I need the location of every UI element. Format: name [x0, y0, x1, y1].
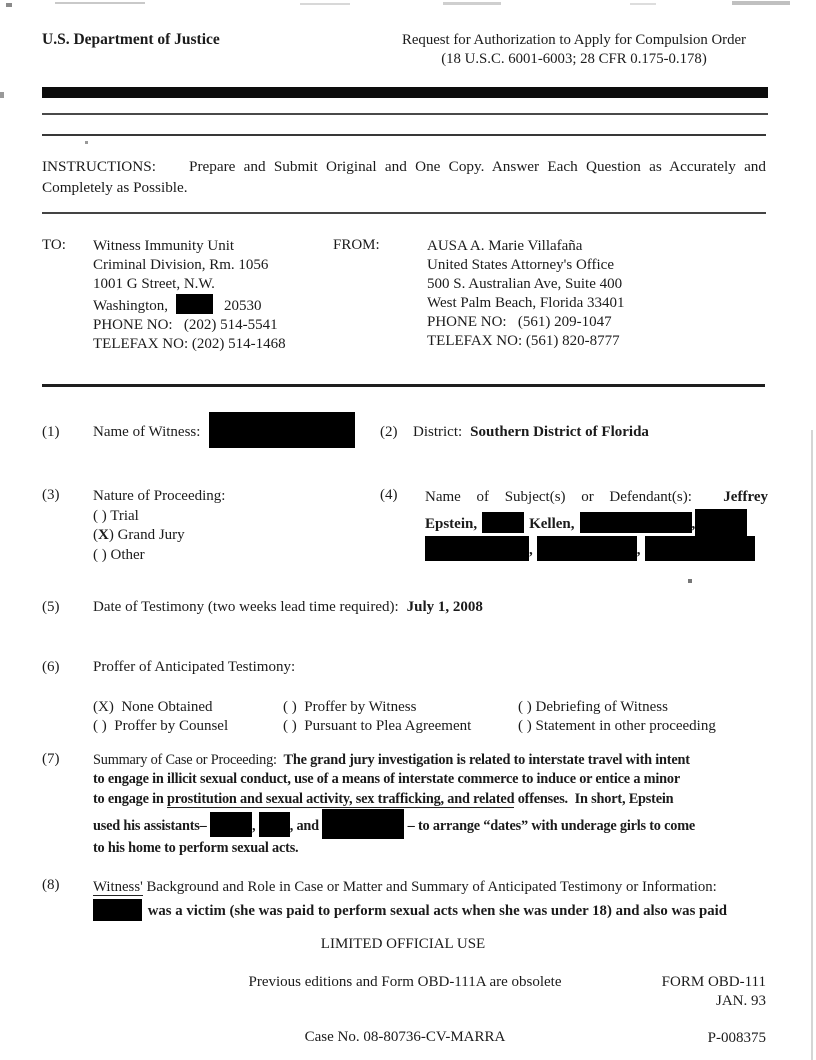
item-3-option-trial: ( ) Trial: [93, 507, 139, 524]
form-date: JAN. 93: [715, 992, 766, 1009]
summary-text: to engage in illicit sexual conduct, use of a means of interstate commerce to induce or entice a minor: [93, 771, 680, 788]
summary-text: , and: [289, 817, 323, 834]
scan-artifact: [300, 3, 350, 5]
to-address-line: 1001 G Street, N.W.: [93, 276, 215, 292]
item-7-line4: [93, 809, 695, 839]
summary-text: used his assistants–: [93, 817, 210, 834]
redaction-box-defendant: [645, 536, 755, 561]
scan-artifact: [688, 579, 692, 583]
item-4-line3: [425, 536, 768, 562]
item-3-option-grand-jury: [93, 526, 225, 546]
item-7-block: [93, 751, 695, 858]
item-8-label-underlined: Witness': [93, 879, 143, 895]
redaction-box-assistant: [210, 812, 252, 837]
item-6-option: (X) None Obtained: [93, 699, 213, 715]
checked-x: X: [98, 527, 109, 543]
summary-text-underlined: prostitution and sexual activity, sex trafficking, and related: [167, 790, 515, 807]
from-address-line: 500 S. Australian Ave, Suite 400: [427, 276, 623, 292]
item-8-line1: [93, 877, 727, 899]
from-address: [427, 237, 625, 351]
to-label: TO:: [42, 237, 66, 253]
scan-artifact: [85, 141, 88, 144]
summary-text: to his home to perform sexual acts.: [93, 839, 299, 856]
redaction-box-defendant: [537, 536, 637, 561]
item-8-label: Background and Role in Case or Matter and Summary of Anticipated Testimony or Information:: [142, 879, 717, 895]
to-zip: 20530: [224, 298, 262, 314]
from-fax: TELEFAX NO: (561) 820-8777: [427, 333, 620, 349]
from-address-line: United States Attorney's Office: [427, 257, 614, 273]
item-6-option: ( ) Debriefing of Witness: [518, 699, 668, 715]
item-6-number: (6): [42, 659, 60, 675]
from-phone: PHONE NO: (561) 209-1047: [427, 314, 612, 330]
item-1-label: Name of Witness:: [93, 424, 201, 440]
obsolete-note: Previous editions and Form OBD-111A are obsolete: [248, 974, 562, 990]
item-7-line2: [93, 770, 695, 789]
item-4-line1: [425, 487, 768, 509]
item-7-number: (7): [42, 751, 60, 767]
item-8-block: [93, 877, 727, 922]
item-3-number: (3): [42, 487, 60, 503]
scan-artifact: [443, 2, 501, 5]
item-7-line3: [93, 790, 695, 809]
to-address: [93, 237, 286, 354]
scan-artifact: [55, 2, 145, 4]
comma: ,: [529, 541, 533, 558]
to-fax: TELEFAX NO: (202) 514-1468: [93, 336, 286, 352]
paren: (: [93, 527, 98, 543]
summary-text: The grand jury investigation is related to interstate travel with intent: [283, 752, 690, 768]
form-number: FORM OBD-111: [661, 974, 766, 990]
classification-banner: LIMITED OFFICIAL USE: [320, 936, 486, 952]
comma: ,: [691, 515, 696, 532]
summary-text: offenses. In short, Epstein: [514, 790, 674, 807]
item-2-value: Southern District of Florida: [470, 424, 649, 440]
item-3-option-other: ( ) Other: [93, 546, 145, 563]
header-rule-2: [42, 134, 766, 136]
item-8-line2: [93, 899, 727, 923]
item-7-line1: [93, 751, 695, 770]
redaction-box-defendant: [482, 512, 524, 533]
to-phone: PHONE NO: (202) 514-5541: [93, 317, 278, 333]
header-divider-bar: [42, 87, 768, 98]
redaction-box-defendant: [695, 509, 747, 536]
scan-artifact: [732, 1, 790, 5]
item-4-line2: [425, 509, 768, 536]
section-rule-2: [42, 384, 765, 387]
item-1-number: (1): [42, 424, 60, 440]
form-title-line1: Request for Authorization to Apply for Compulsion Order: [402, 32, 746, 48]
item-5-value: July 1, 2008: [406, 599, 483, 615]
scan-artifact: [0, 92, 4, 98]
form-number-block: [600, 973, 766, 1010]
defendant-name: Jeffrey: [723, 489, 768, 505]
to-address-line: Criminal Division, Rm. 1056: [93, 257, 269, 273]
scan-artifact: [6, 3, 12, 7]
bates-number: P-008375: [707, 1030, 766, 1046]
item-6-option: ( ) Proffer by Counsel: [93, 718, 229, 734]
instructions-line2: Completely as Possible.: [42, 179, 188, 196]
item-4-number: (4): [380, 487, 398, 503]
redaction-box-witness: [93, 899, 142, 921]
item-2-number: (2): [380, 424, 398, 440]
item-6-option: ( ) Proffer by Witness: [283, 699, 417, 715]
form-title-block: [380, 31, 768, 69]
instructions: [42, 156, 766, 198]
defendant-name: Epstein,: [425, 515, 478, 532]
redaction-box-witness-name: [209, 412, 355, 448]
agency-title: U.S. Department of Justice: [42, 31, 220, 48]
option-text: ) Grand Jury: [108, 527, 185, 543]
redaction-box-defendant: [425, 536, 529, 561]
item-4-block: [425, 487, 768, 561]
item-8-number: (8): [42, 877, 60, 893]
from-address-line: AUSA A. Marie Villafaña: [427, 238, 583, 254]
defendant-name: Kellen,: [529, 515, 575, 532]
item-4-label: Name of Subject(s) or Defendant(s):: [425, 489, 724, 505]
from-address-line: West Palm Beach, Florida 33401: [427, 295, 625, 311]
summary-text: to engage in: [93, 790, 168, 807]
redaction-box-defendant: [580, 512, 692, 533]
summary-text: – to arrange “dates” with underage girls to come: [404, 817, 696, 834]
instructions-line1: INSTRUCTIONS: Prepare and Submit Original and One Copy. Answer Each Question as Accurately and: [42, 158, 766, 175]
item-5-number: (5): [42, 599, 60, 615]
item-5-label: Date of Testimony (two weeks lead time required):: [93, 599, 399, 615]
section-rule-1: [42, 212, 766, 214]
item-7-label: Summary of Case or Proceeding:: [93, 752, 284, 768]
to-city: Washington,: [93, 298, 169, 314]
redaction-box-assistant: [322, 809, 404, 839]
item-2-field: [413, 424, 649, 441]
item-3-label: Nature of Proceeding:: [93, 488, 226, 504]
redaction-box-state: [176, 294, 213, 314]
header-rule-1: [42, 113, 768, 115]
from-label: FROM:: [333, 237, 380, 253]
item-6-option: ( ) Pursuant to Plea Agreement: [283, 718, 472, 734]
case-number: Case No. 08-80736-CV-MARRA: [304, 1029, 506, 1045]
item-6-label: Proffer of Anticipated Testimony:: [93, 659, 296, 675]
scan-artifact: [811, 430, 813, 1060]
item-2-label: District:: [413, 424, 463, 440]
redaction-box-assistant: [259, 812, 290, 837]
item-6-option: ( ) Statement in other proceeding: [518, 718, 716, 734]
item-3-block: [93, 487, 225, 565]
to-address-line: Witness Immunity Unit: [93, 238, 235, 254]
summary-text: ,: [251, 817, 259, 834]
comma: ,: [636, 541, 641, 558]
to-address-city-line: [93, 294, 286, 316]
testimony-text: was a victim (she was paid to perform sexual acts when she was under 18) and also was paid: [144, 902, 728, 919]
item-5-field: [93, 599, 483, 616]
item-7-line5: [93, 839, 695, 858]
scan-artifact: [630, 3, 656, 5]
form-title-line2: (18 U.S.C. 6001-6003; 28 CFR 0.175-0.178): [441, 51, 707, 67]
